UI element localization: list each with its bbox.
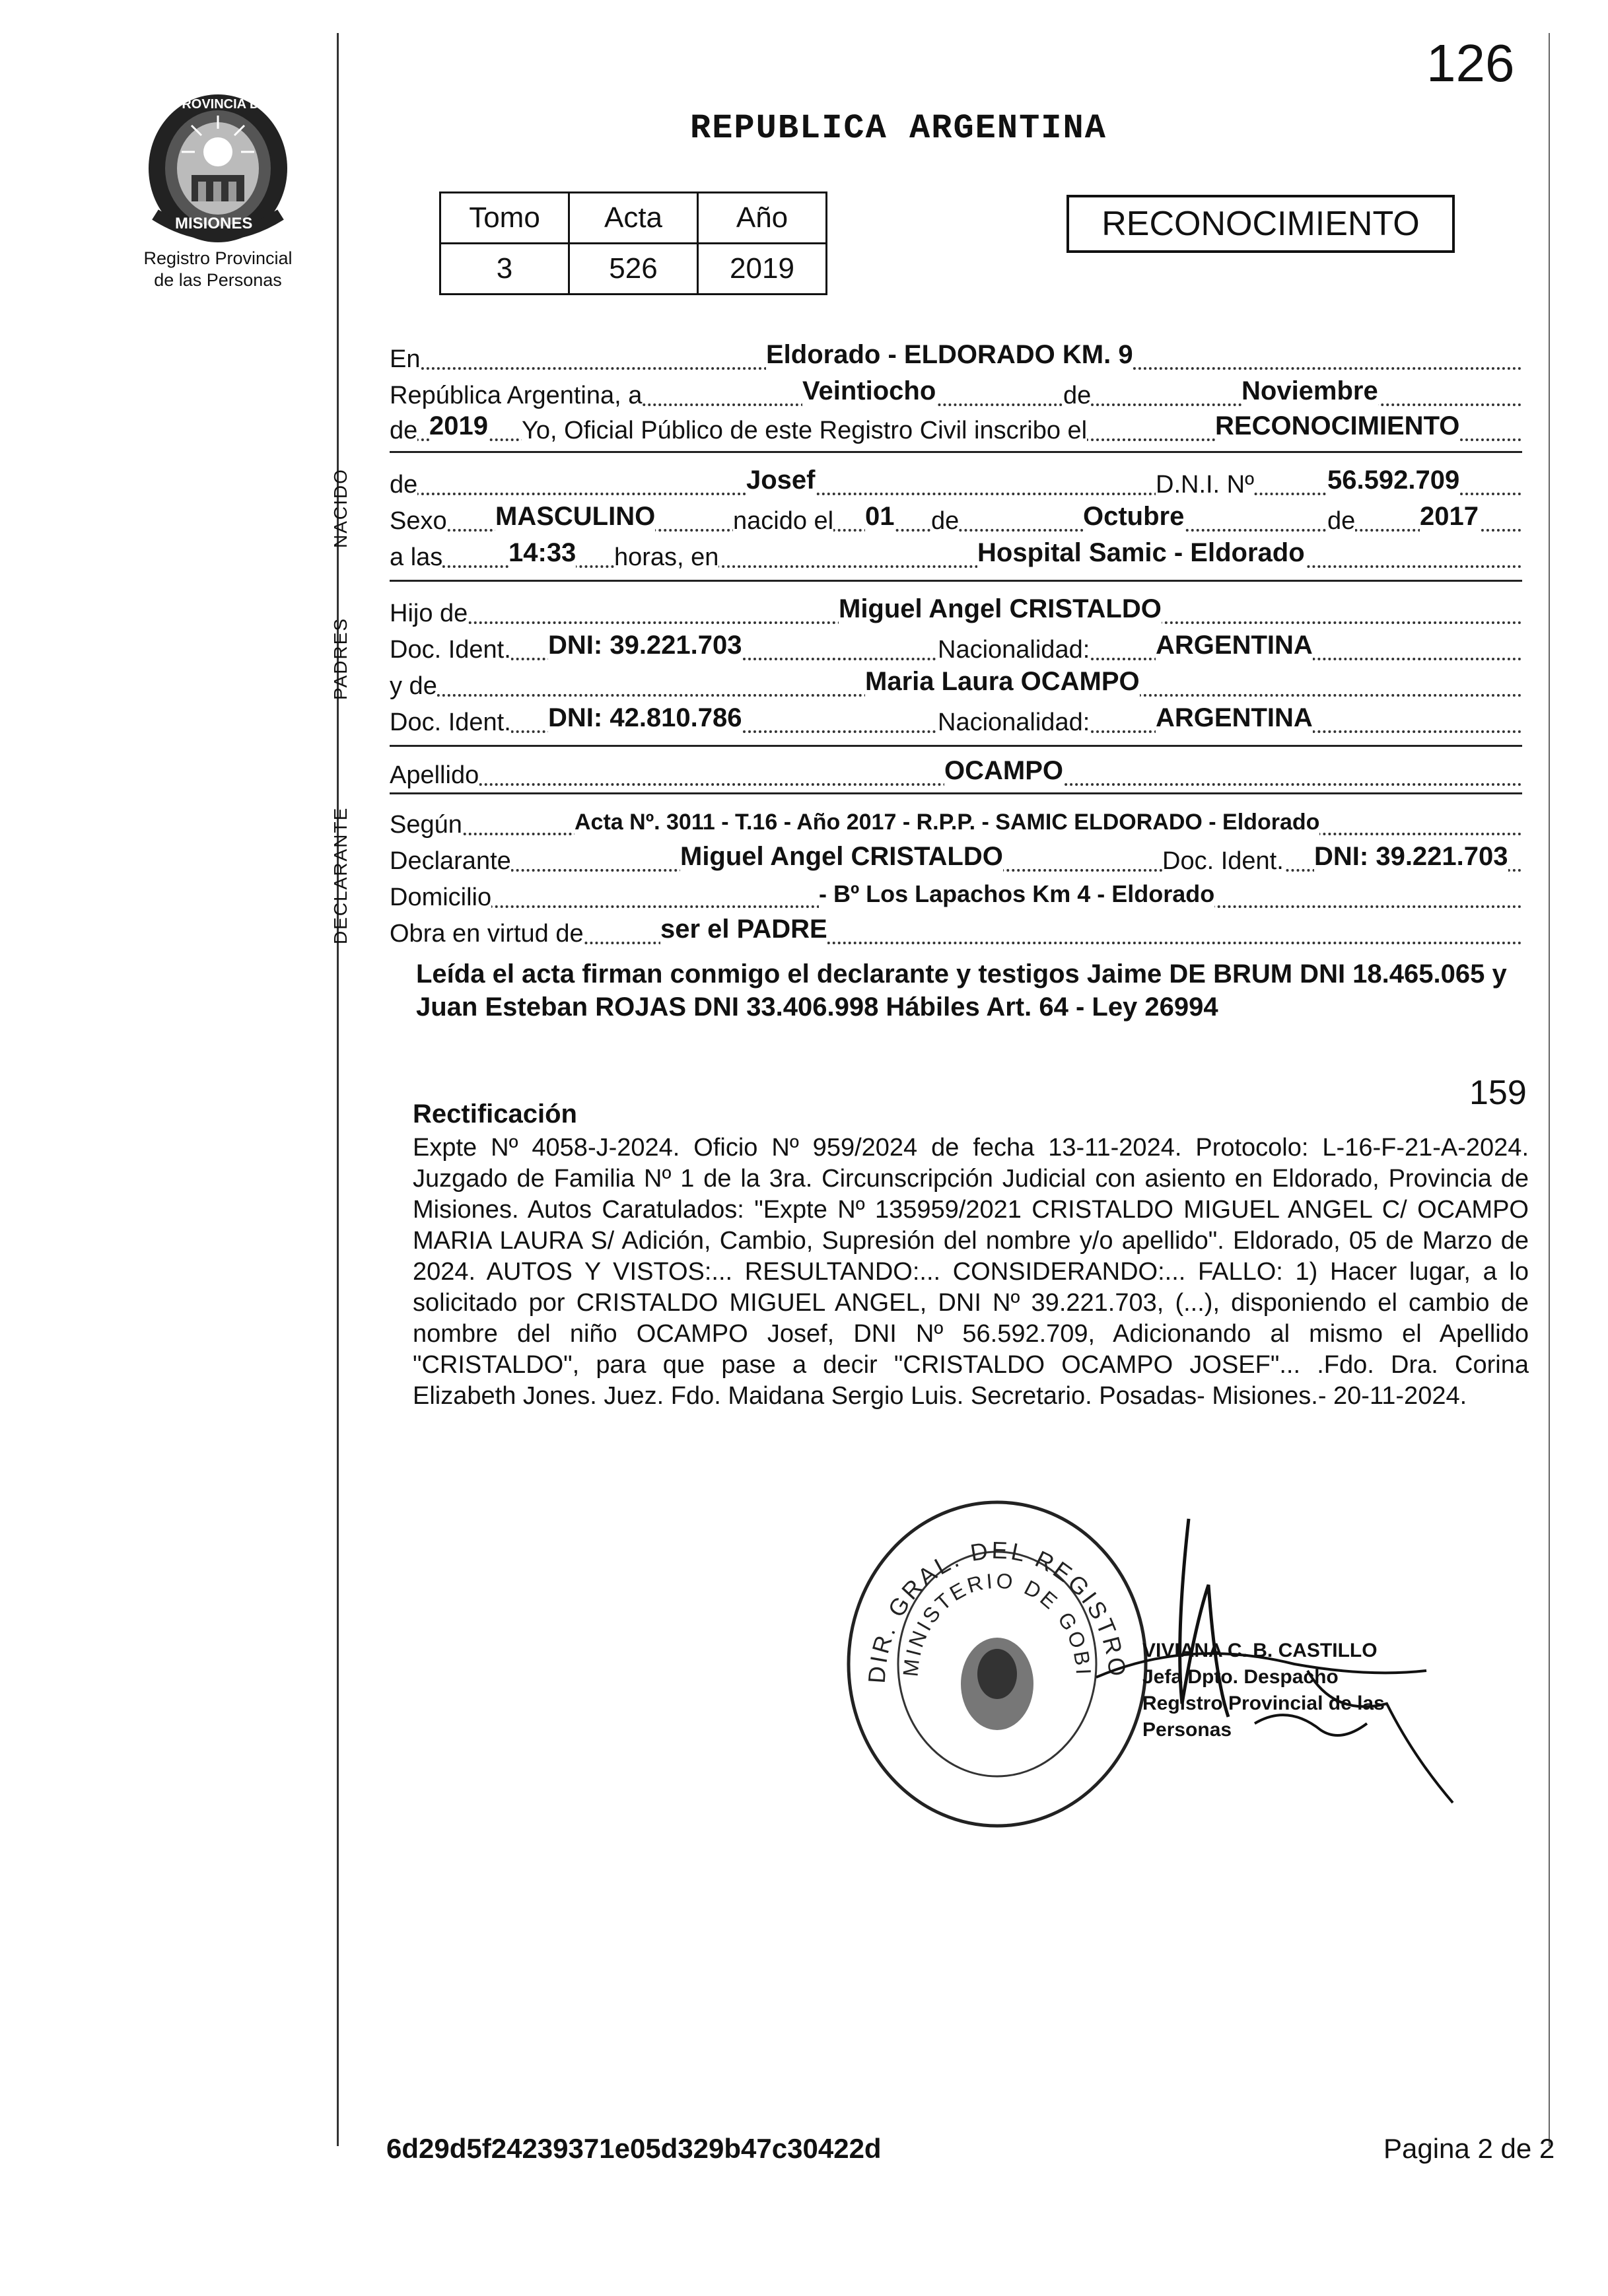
- value-dia: Veintiocho: [802, 376, 936, 405]
- value-dni: 56.592.709: [1327, 466, 1460, 495]
- row-fecha: [390, 373, 1522, 413]
- label-en: En: [390, 345, 421, 373]
- label-alas: a las: [390, 543, 443, 571]
- row-en: [390, 337, 1522, 376]
- value-sexo: MASCULINO: [495, 502, 656, 531]
- value-nac-anio: 2017: [1420, 502, 1479, 531]
- value-padre: Miguel Angel CRISTALDO: [839, 594, 1162, 623]
- label-de2: de: [390, 417, 418, 444]
- label-de5: de: [1327, 507, 1356, 535]
- section-divider: [390, 792, 1522, 794]
- value-nac-mes: Octubre: [1083, 502, 1185, 531]
- label-doc: Doc. Ident.: [390, 636, 511, 664]
- value-anio: 2019: [429, 411, 488, 440]
- act-type-box: RECONOCIMIENTO: [1066, 195, 1455, 253]
- record-table-value-row: [440, 244, 827, 295]
- value-inscribo: RECONOCIMIENTO: [1215, 411, 1460, 440]
- row-domicilio: [390, 875, 1522, 915]
- rectificacion-number: 159: [1469, 1074, 1527, 1112]
- value-padre-doc: DNI: 39.221.703: [548, 631, 742, 660]
- value-tomo: 3: [440, 244, 569, 295]
- label-de3: de: [390, 471, 418, 499]
- country-title: REPUBLICA ARGENTINA: [690, 109, 1107, 148]
- row-apellido: [390, 753, 1522, 792]
- value-padre-nac: ARGENTINA: [1156, 631, 1313, 660]
- page-number: 126: [1426, 34, 1515, 92]
- label-doc2: Doc. Ident.: [390, 709, 511, 736]
- label-declarante: Declarante: [390, 847, 511, 875]
- value-nac-dia: 01: [865, 502, 895, 531]
- label-obra: Obra en virtud de: [390, 920, 584, 948]
- label-yde: y de: [390, 672, 437, 700]
- label-domicilio: Domicilio: [390, 884, 492, 911]
- value-mes: Noviembre: [1241, 376, 1378, 405]
- document-hash: 6d29d5f24239371e05d329b47c30422d: [386, 2133, 882, 2164]
- right-border-line: [1549, 33, 1550, 2146]
- label-de4: de: [931, 507, 960, 535]
- value-apellido: OCAMPO: [944, 756, 1063, 785]
- value-lugar-acta: Eldorado - ELDORADO KM. 9: [766, 340, 1133, 369]
- signer-name: VIVIANA C. B. CASTILLO: [1142, 1640, 1378, 1661]
- section-divider: [390, 745, 1522, 747]
- label-republica: República Argentina, a: [390, 382, 643, 409]
- header-anio: Año: [698, 193, 827, 244]
- label-segun: Según: [390, 811, 462, 839]
- row-obra: [390, 911, 1522, 951]
- label-hijo: Hijo de: [390, 600, 468, 627]
- label-sexo: Sexo: [390, 507, 447, 535]
- seal-inner-text: MINISTERIO DE GOBI: [898, 1568, 1096, 1678]
- value-domicilio: - Bº Los Lapachos Km 4 - Eldorado: [819, 880, 1215, 907]
- section-divider: [390, 580, 1522, 582]
- row-sexo: [390, 499, 1522, 538]
- label-de: de: [1063, 382, 1092, 409]
- value-obra: ser el PADRE: [660, 915, 827, 944]
- label-horas: horas, en: [614, 543, 719, 571]
- value-segun: Acta Nº. 3011 - T.16 - Año 2017 - R.P.P. - SAMIC ELDORADO - Eldorado: [575, 810, 1320, 835]
- rectificacion-title: Rectificación: [413, 1099, 577, 1129]
- label-nacido: nacido el: [733, 507, 834, 535]
- record-table: [439, 191, 827, 295]
- value-lugar-nac: Hospital Samic - Eldorado: [977, 538, 1305, 567]
- row-declarante: [390, 839, 1522, 878]
- row-nombre: [390, 462, 1522, 502]
- value-acta: 526: [569, 244, 698, 295]
- header-tomo: Tomo: [440, 193, 569, 244]
- row-segun: [390, 802, 1522, 842]
- side-label-nacido: NACIDO: [330, 468, 351, 548]
- row-padre-doc: [390, 627, 1522, 667]
- row-madre-doc: [390, 700, 1522, 740]
- registry-label-line1: Registro Provincial: [143, 248, 293, 268]
- page-indicator: Pagina 2 de 2: [1383, 2133, 1555, 2164]
- row-hora: [390, 535, 1522, 574]
- value-anio: 2019: [698, 244, 827, 295]
- label-apellido: Apellido: [390, 761, 479, 789]
- row-inscribo: [390, 408, 1522, 448]
- signature-block: [1142, 1638, 1433, 1743]
- rectificacion-body: Expte Nº 4058-J-2024. Oficio Nº 959/2024 de fecha 13-11-2024. Protocolo: L-16-F-21-A-2024. Juzgado de Familia Nº 1 de la 3ra. Circunscripción Judicial con asiento en Eldorado, Provincia de Misiones. Autos Caratulados: "Expte Nº 135959/2021 CRISTALDO MIGUEL ANGEL C/ OCAMPO MARIA LAURA S/ Adición, Cambio, Supresión del nombre y/o apellido". Eldorado, 05 de Marzo de 2024. AUTOS Y VISTOS:... RESULTANDO:... CONSIDERANDO:... FALLO: 1) Hacer lugar, a lo solicitado por CRISTALDO MIGUEL ANGEL, DNI Nº 39.221.703, (...), disponiendo el cambio de nombre del niño OCAMPO Josef, DNI Nº 56.592.709, Adicionando al mismo el Apellido "CRISTALDO", para que pase a decir "CRISTALDO OCAMPO JOSEF"... .Fdo. Dra. Corina Elizabeth Jones. Juez. Fdo. Maidana Sergio Luis. Secretario. Posadas- Misiones.- 20-11-2024.: [413, 1134, 1529, 1410]
- value-madre-nac: ARGENTINA: [1156, 703, 1313, 732]
- value-nombre: Josef: [746, 466, 816, 495]
- logo-text-top: PROVINCIA DE: [173, 97, 268, 112]
- signer-position: Jefa Dpto. Despacho: [1142, 1666, 1339, 1688]
- label-nacionalidad: Nacionalidad:: [938, 636, 1090, 664]
- side-label-padres: PADRES: [330, 617, 351, 700]
- registry-label: [112, 248, 324, 291]
- value-declarante: Miguel Angel CRISTALDO: [680, 842, 1003, 871]
- value-madre-doc: DNI: 42.810.786: [548, 703, 742, 732]
- row-madre: [390, 664, 1522, 703]
- value-hora: 14:33: [508, 538, 577, 567]
- label-dni: D.N.I. Nº: [1156, 471, 1254, 499]
- label-doc3: Doc. Ident.: [1162, 847, 1284, 875]
- closing-text: Leída el acta firman conmigo el declarante y testigos Jaime DE BRUM DNI 18.465.065 y Juan Esteban ROJAS DNI 33.406.998 Hábiles Art. 64 - Ley 26994: [416, 959, 1507, 1022]
- record-table-header-row: [440, 193, 827, 244]
- value-madre: Maria Laura OCAMPO: [865, 667, 1140, 696]
- row-hijo: [390, 591, 1522, 631]
- seal-outer-text: DIR. GRAL. DEL REGISTRO: [862, 1536, 1132, 1685]
- value-declarante-doc: DNI: 39.221.703: [1314, 842, 1508, 871]
- section-divider: [390, 451, 1522, 453]
- left-border-line: [337, 33, 339, 2146]
- label-nacionalidad2: Nacionalidad:: [938, 709, 1090, 736]
- logo-text-bottom: MISIONES: [175, 215, 253, 232]
- header-acta: Acta: [569, 193, 698, 244]
- label-inscribo: Yo, Oficial Público de este Registro Civil inscribo el: [522, 417, 1088, 444]
- side-label-declarante: DECLARANTE: [330, 806, 351, 944]
- registry-label-line2: de las Personas: [154, 270, 282, 290]
- signer-office: Registro Provincial de las Personas: [1142, 1692, 1385, 1741]
